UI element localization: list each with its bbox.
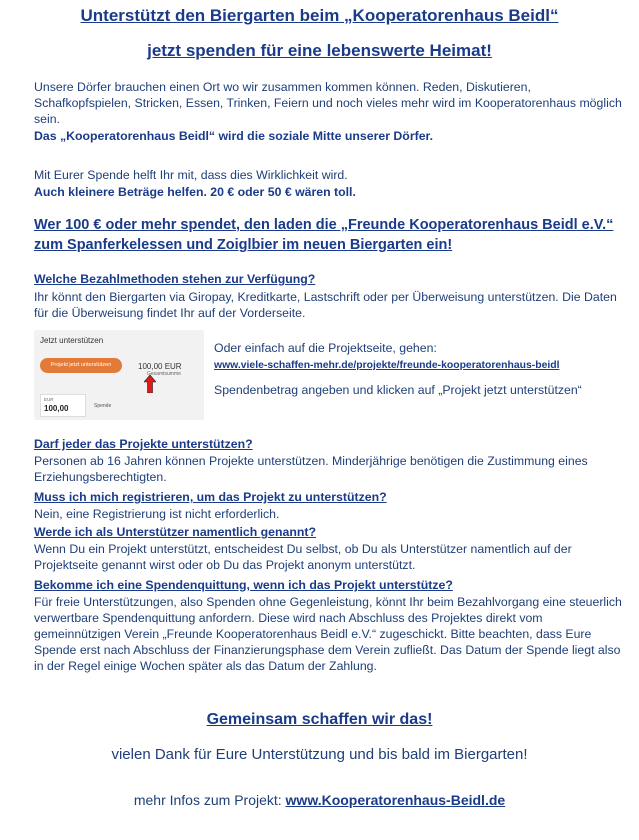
faq-question-2: Muss ich mich registrieren, um das Projekt zu unterstützen? xyxy=(34,490,387,504)
payment-question: Welche Bezahlmethoden stehen zur Verfügung? xyxy=(34,272,316,286)
faq-question-3: Werde ich als Unterstützer namentlich genannt? xyxy=(34,525,316,539)
faq-answer-2: Nein, eine Registrierung ist nicht erforderlich. xyxy=(34,507,280,521)
more-info-prefix: mehr Infos zum Projekt: xyxy=(133,792,286,808)
closing-slogan: Gemeinsam schaffen wir das! xyxy=(206,711,433,728)
faq-answer-4: Für freie Unterstützungen, also Spenden ohne Gegenleistung, könnt Ihr beim Bezahlvorgang eine steuerlich verwertbare Spendenquittung anfordern. Diese wird nach Abschluss des Projektes direkt vom gemeinnützigen Verein „Freunde Kooperatorenhaus Beidl e.V.“ zugeschickt. Bitte beachten, dass Eure Spende erst nach Abschluss der Finanzierungsphase dem Verein zufließt. Das Datum der Spende liegt also in der Regel einige Wochen später als das Datum der Zahlung. xyxy=(34,595,622,673)
title-line-1: Unterstützt den Biergarten beim „Kooperatorenhaus Beidl“ xyxy=(80,6,559,25)
amount-input[interactable] xyxy=(40,394,86,417)
donation-widget xyxy=(34,330,204,420)
payment-answer: Ihr könnt den Biergarten via Giropay, Kreditkarte, Lastschrift oder per Überweisung unterstützen. Die Daten für die Überweisung findet Ihr auf der Vorderseite. xyxy=(34,290,617,320)
intro-text: Unsere Dörfer brauchen einen Ort wo wir zusammen kommen können. Reden, Diskutieren, Schafkopfspielen, Stricken, Essen, Trinken, Feiern und noch vieles mehr wird im Kooperatorenhaus möglich sein. xyxy=(34,80,622,126)
project-link[interactable] xyxy=(214,356,634,374)
instructions-line-1: Oder einfach auf die Projektseite, gehen: xyxy=(214,341,437,355)
widget-sum-label: Gesamtsumme xyxy=(147,371,181,377)
amount-currency: EUR xyxy=(44,397,54,402)
title-line-2: jetzt spenden für eine lebenswerte Heimat! xyxy=(147,41,492,60)
widget-amount: 100,00 EUR xyxy=(138,362,182,371)
faq-answer-1: Personen ab 16 Jahren können Projekte unterstützen. Minderjährige benötigen die Zustimmung eines Erziehungsberechtigten. xyxy=(34,454,588,484)
faq-question-4: Bekomme ich eine Spendenquittung, wenn ich das Projekt unterstütze? xyxy=(34,578,453,592)
support-project-button[interactable]: Projekt jetzt unterstützen xyxy=(40,358,122,373)
faq-answer-3: Wenn Du ein Projekt unterstützt, entscheidest Du selbst, ob Du als Unterstützer namentlich auf der Projektseite genannt wirst oder ob Du das Projekt anonym unterstützt. xyxy=(34,542,572,572)
widget-spende-label: Spende xyxy=(94,403,112,409)
closing-more-info xyxy=(0,792,639,808)
intro-bold: Das „Kooperatorenhaus Beidl“ wird die soziale Mitte unserer Dörfer. xyxy=(34,129,434,143)
help-text: Mit Eurer Spende helft Ihr mit, dass dies Wirklichkeit wird. xyxy=(34,168,348,182)
widget-title: Jetzt unterstützen xyxy=(40,336,104,345)
faq-question-1: Darf jeder das Projekte unterstützen? xyxy=(34,437,253,451)
closing-thanks: vielen Dank für Eure Unterstützung und bis bald im Biergarten! xyxy=(111,746,528,763)
website-link[interactable]: www.Kooperatorenhaus-Beidl.de xyxy=(285,792,506,808)
red-up-arrow-icon xyxy=(144,375,156,393)
instructions-line-2: Spendenbetrag angeben und klicken auf „Projekt jetzt unterstützen“ xyxy=(214,383,582,397)
amount-value: 100,00 xyxy=(44,404,69,413)
invite-heading: Wer 100 € oder mehr spendet, den laden die „Freunde Kooperatorenhaus Beidl e.V.“ zum Spanferkelessen und Zoiglbier im neuen Biergarten ein! xyxy=(34,217,614,253)
help-bold: Auch kleinere Beträge helfen. 20 € oder 50 € wären toll. xyxy=(34,185,356,199)
project-link-text[interactable]: www.viele-schaffen-mehr.de/projekte/freunde-kooperatorenhaus-beidl xyxy=(214,360,560,371)
